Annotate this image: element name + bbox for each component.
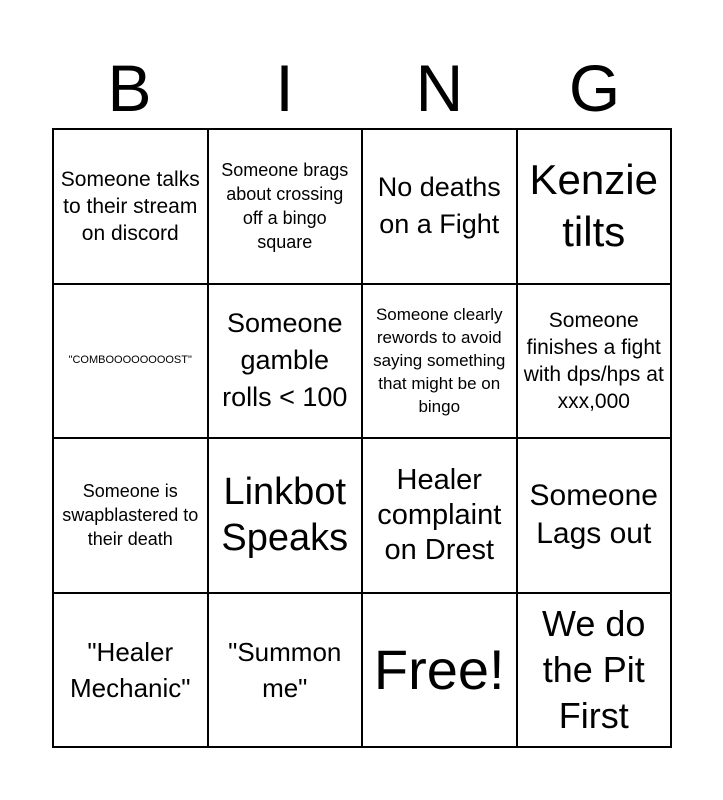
cell-text: "COMBOOOOOOOOST"	[68, 354, 192, 367]
bingo-cell[interactable]	[209, 285, 364, 440]
bingo-cell[interactable]	[363, 130, 518, 285]
bingo-cell[interactable]	[54, 594, 209, 749]
cell-text: Someone is swapblastered to their death	[62, 481, 199, 550]
header-letter-n: N	[415, 51, 464, 125]
cell-text: "Summon me"	[228, 636, 342, 703]
cell-text: We do the Pit First	[542, 602, 646, 736]
bingo-cell[interactable]	[518, 285, 673, 440]
bingo-cell[interactable]	[518, 130, 673, 285]
bingo-cell[interactable]	[54, 130, 209, 285]
cell-text: Someone Lags out	[529, 479, 658, 551]
header-letter-b: B	[107, 51, 152, 125]
cell-text: Someone gamble rolls < 100	[222, 308, 348, 413]
free-space-text: Free!	[373, 637, 505, 701]
bingo-cell[interactable]	[518, 594, 673, 749]
bingo-cell[interactable]	[54, 285, 209, 440]
cell-text: No deaths on a Fight	[377, 172, 501, 240]
header-letter-g: G	[568, 51, 621, 125]
cell-text: Kenzie tilts	[529, 156, 658, 256]
bingo-cell[interactable]	[363, 285, 518, 440]
cell-text: "Healer Mechanic"	[69, 636, 191, 703]
cell-text: Someone clearly rewords to avoid saying something that might be on bingo	[373, 305, 506, 417]
bingo-cell[interactable]	[518, 439, 673, 594]
header-letter-i: I	[275, 51, 294, 125]
cell-text: Someone brags about crossing off a bingo square	[221, 160, 349, 253]
bingo-cell[interactable]	[209, 130, 364, 285]
cell-text: Healer complaint on Drest	[377, 463, 502, 566]
bingo-cell[interactable]	[209, 594, 364, 749]
bingo-cell[interactable]	[54, 439, 209, 594]
cell-text: Someone talks to their stream on discord	[60, 167, 200, 245]
cell-text: Someone finishes a fight with dps/hps at xxx,000	[523, 308, 664, 413]
bingo-grid	[52, 128, 672, 748]
bingo-cell[interactable]	[209, 439, 364, 594]
bingo-header	[52, 52, 672, 124]
free-space-cell[interactable]	[363, 594, 518, 749]
bingo-cell[interactable]	[363, 439, 518, 594]
cell-text: Linkbot Speaks	[221, 471, 349, 560]
